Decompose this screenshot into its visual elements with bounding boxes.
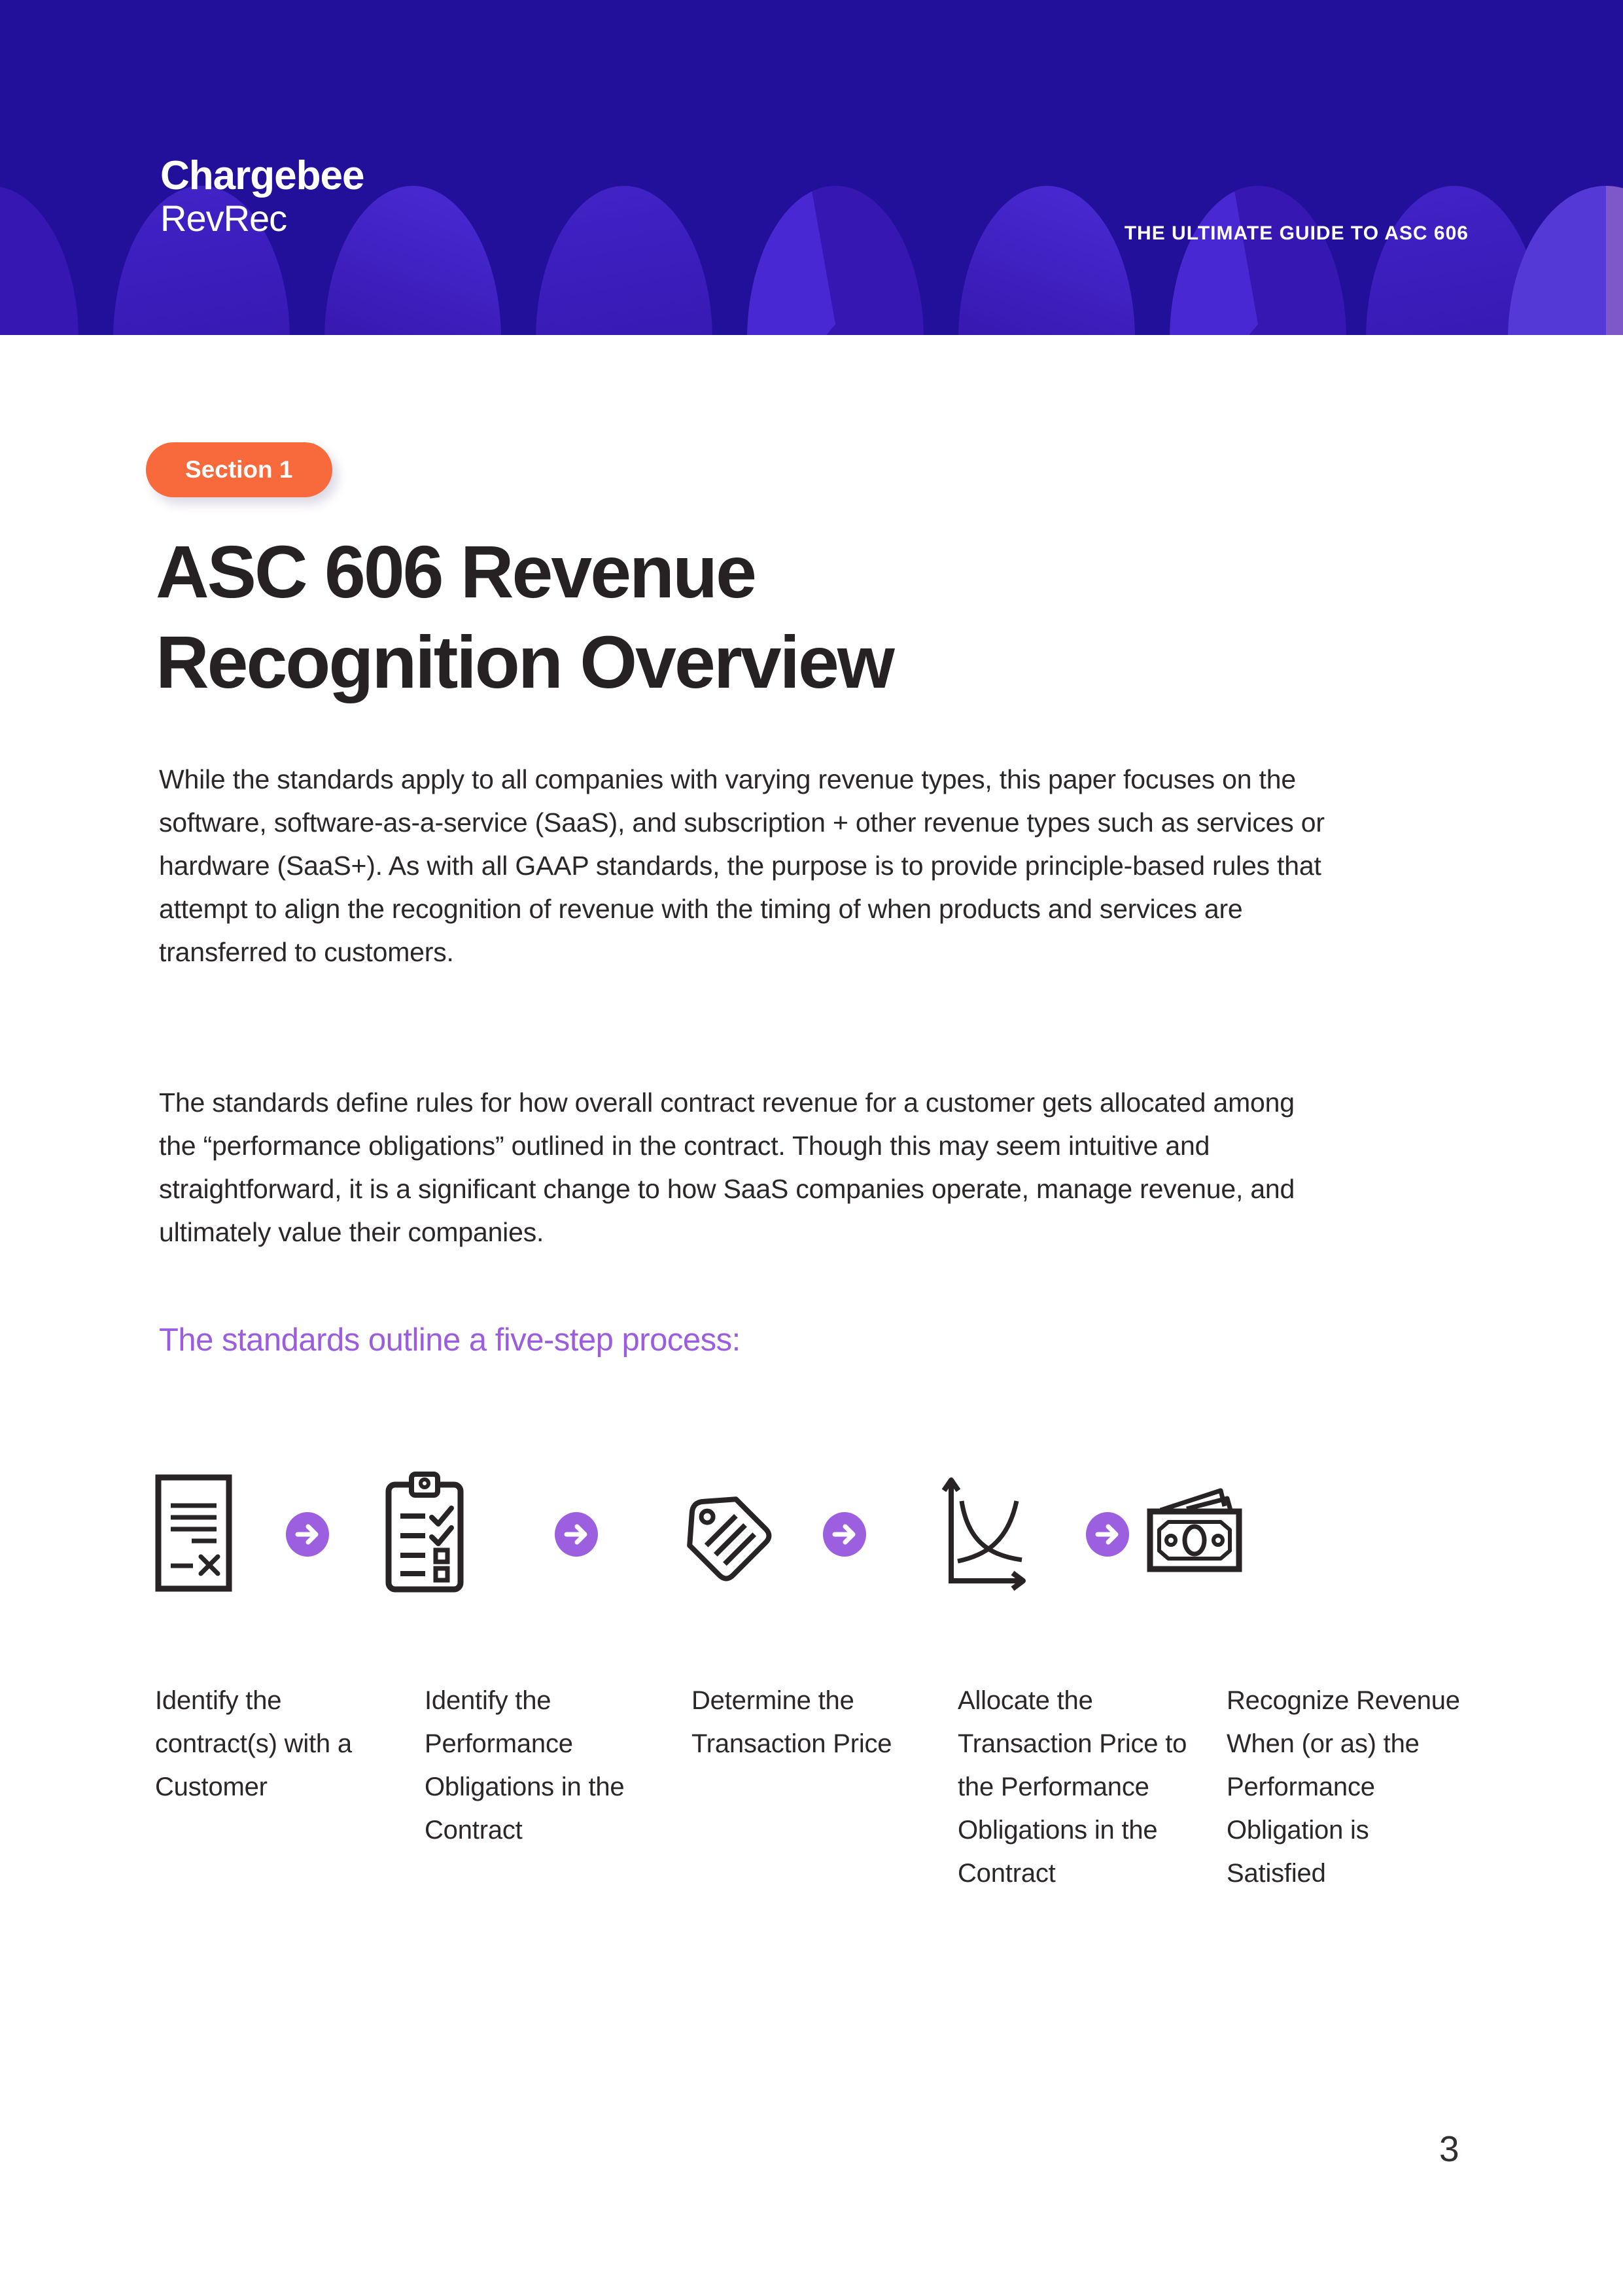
logo-wordmark: Chargebee (160, 153, 364, 198)
step-label-3: Determine the Transaction Price (691, 1686, 892, 1758)
decorative-pie-ellipse (1170, 186, 1346, 335)
decorative-pie-ellipse (536, 186, 712, 335)
decorative-pie-ellipse (747, 186, 924, 335)
supply-demand-chart-icon (941, 1472, 1032, 1591)
step-label-5: Recognize Revenue When (or as) the Performance Obligation is Satisfied (1227, 1686, 1460, 1888)
arrow-right-icon (286, 1512, 329, 1557)
price-tag-icon (666, 1474, 777, 1589)
arrow-right-icon (1086, 1512, 1129, 1557)
page-number: 3 (1439, 2128, 1459, 2169)
decorative-pie-ellipse-accent (1508, 186, 1623, 335)
decorative-pie-ellipse (0, 186, 79, 335)
arrow-right-icon (555, 1512, 598, 1557)
decorative-pie-ellipse (958, 186, 1135, 335)
guide-tagline: THE ULTIMATE GUIDE TO ASC 606 (1124, 222, 1469, 244)
step-label-4: Allocate the Transaction Price to the Performance Obligations in the Contract (958, 1686, 1187, 1888)
intro-paragraph: While the standards apply to all companies with varying revenue types, this paper focuses on the software, software-as-a-service (SaaS), and subscription + other revenue types such as services or hardware (SaaS+). As with all GAAP standards, the purpose is to provide principle-based rules that attempt to align the recognition of revenue with the timing of when products and services are transferred to customers. (159, 764, 1325, 967)
contract-document-icon (155, 1474, 232, 1592)
step-label-1: Identify the contract(s) with a Customer (155, 1686, 352, 1801)
money-banknote-icon (1145, 1480, 1244, 1578)
section-badge: Section 1 (146, 442, 332, 497)
second-paragraph: The standards define rules for how overall contract revenue for a customer gets allocated among the “performance obligations” outlined in the contract. Though this may seem intuitive and straightforward, it is a significant change to how SaaS companies operate, manage revenue, and ultimately value their companies. (159, 1087, 1295, 1247)
five-step-subheading: The standards outline a five-step process: (159, 1322, 741, 1358)
step-label-2: Identify the Performance Obligations in the Contract (425, 1686, 625, 1845)
page-header (0, 0, 1623, 335)
page-title (156, 527, 893, 708)
title-line-1: ASC 606 Revenue (156, 531, 755, 613)
arrow-right-icon (823, 1512, 866, 1557)
chargebee-revrec-logo (160, 154, 364, 238)
logo-product-name: RevRec (160, 198, 287, 239)
title-line-2: Recognition Overview (156, 620, 893, 703)
clipboard-checklist-icon (385, 1470, 464, 1593)
